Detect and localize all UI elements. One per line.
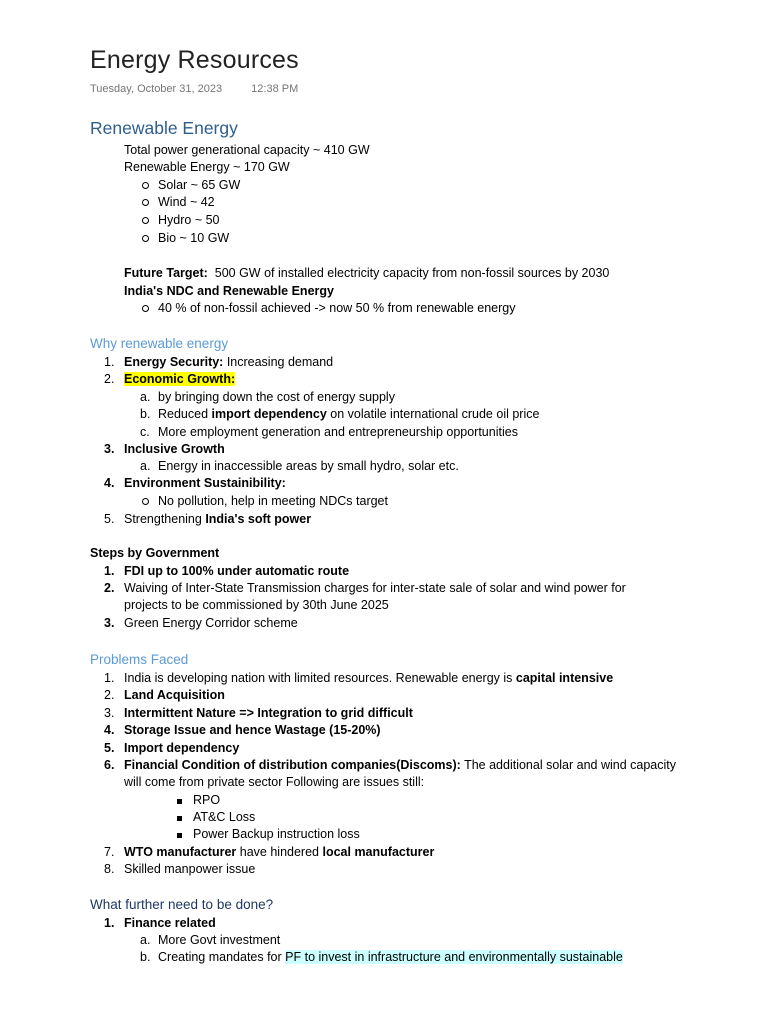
list-item: by bringing down the cost of energy supply (158, 390, 395, 404)
list-number: 3. (104, 442, 115, 456)
bullet-icon (142, 212, 149, 229)
list-number: 1. (104, 671, 115, 685)
list-item (124, 371, 235, 388)
list-item (124, 757, 676, 774)
list-item: FDI up to 100% under automatic route (124, 564, 350, 578)
list-item: RPO (193, 793, 221, 807)
square-bullet-icon (177, 792, 182, 809)
future-target-line (124, 265, 609, 282)
list-letter: c. (140, 425, 150, 439)
list-item: Bio ~ 10 GW (158, 231, 230, 245)
list-item-text: India is developing nation with limited resources. Renewable energy is (124, 671, 516, 685)
list-item: Storage Issue and hence Wastage (15-20%) (124, 723, 381, 737)
list-item: Import dependency (124, 741, 240, 755)
list-number: 5. (104, 741, 115, 755)
list-item-bold: import dependency (211, 407, 327, 421)
list-number: 1. (104, 916, 115, 930)
list-item-bold: local manufacturer (322, 845, 435, 859)
list-item-bold: India's soft power (205, 512, 312, 526)
list-item-continued: projects to be commissioned by 30th June 2025 (124, 598, 389, 612)
list-item (124, 511, 311, 528)
list-item (158, 949, 623, 966)
list-item: Wind ~ 42 (158, 195, 215, 209)
list-item: Finance related (124, 916, 216, 930)
list-letter: a. (140, 390, 151, 404)
bullet-icon (142, 493, 149, 510)
bullet-icon (142, 177, 149, 194)
list-number: 7. (104, 845, 115, 859)
page-meta (90, 83, 298, 95)
list-item: No pollution, help in meeting NDCs target (158, 494, 388, 508)
list-number: 3. (104, 706, 115, 720)
list-number: 4. (104, 476, 115, 490)
bullet-icon (142, 194, 149, 211)
list-item-bold: Energy Security: (124, 355, 224, 369)
page-time: 12:38 PM (251, 83, 299, 95)
list-item-text: Increasing demand (223, 355, 334, 369)
list-item-bold: Financial Condition of distribution companies(Discoms): (124, 758, 461, 772)
list-item: Hydro ~ 50 (158, 213, 220, 227)
page-date: Tuesday, October 31, 2023 (90, 83, 223, 95)
highlighted-text: Economic Growth: (124, 372, 236, 386)
bullet-icon (142, 300, 149, 317)
page-title: Energy Resources (90, 46, 299, 74)
section-heading-problems: Problems Faced (90, 652, 189, 667)
square-bullet-icon (177, 809, 182, 826)
list-number: 1. (104, 564, 115, 578)
list-item (158, 406, 539, 423)
future-target-label: Future Target: (124, 266, 208, 280)
list-letter: a. (140, 933, 151, 947)
renewable-line: Renewable Energy ~ 170 GW (124, 160, 290, 174)
list-item-text: have hindered (236, 845, 323, 859)
list-item-text: Reduced (158, 407, 212, 421)
list-item (124, 844, 434, 861)
list-item: Intermittent Nature => Integration to grid difficult (124, 706, 413, 720)
list-number: 5. (104, 512, 115, 526)
section-heading-steps: Steps by Government (90, 546, 220, 560)
list-item: Land Acquisition (124, 688, 225, 702)
square-bullet-icon (177, 826, 182, 843)
list-item: Waiving of Inter-State Transmission charges for inter-state sale of solar and wind power for (124, 581, 626, 595)
list-item-bold: capital intensive (515, 671, 614, 685)
list-item: Solar ~ 65 GW (158, 178, 241, 192)
section-heading-renewable: Renewable Energy (90, 118, 238, 138)
list-letter: a. (140, 459, 151, 473)
list-number: 1. (104, 355, 115, 369)
list-number: 4. (104, 723, 115, 737)
list-item: 40 % of non-fossil achieved -> now 50 % from renewable energy (158, 301, 516, 315)
list-item: Skilled manpower issue (124, 862, 256, 876)
capacity-line: Total power generational capacity ~ 410 GW (124, 143, 370, 157)
list-item: AT&C Loss (193, 810, 256, 824)
list-item (124, 670, 613, 687)
future-target-text: 500 GW of installed electricity capacity from non-fossil sources by 2030 (214, 266, 610, 280)
highlighted-text: PF to invest in infrastructure and environmentally sustainable (285, 950, 623, 964)
list-item-text: Strengthening (124, 512, 206, 526)
list-item-continued: will come from private sector Following are issues still: (124, 775, 425, 789)
list-number: 2. (104, 688, 115, 702)
section-heading-further: What further need to be done? (90, 897, 274, 912)
section-heading-why: Why renewable energy (90, 336, 229, 351)
ndc-heading: India's NDC and Renewable Energy (124, 284, 334, 298)
list-number: 2. (104, 372, 115, 386)
list-item-bold: WTO manufacturer (124, 845, 237, 859)
list-number: 3. (104, 616, 115, 630)
list-item: Energy in inaccessible areas by small hydro, solar etc. (158, 459, 459, 473)
list-item: Environment Sustainibility: (124, 476, 286, 490)
list-item-text: on volatile international crude oil price (326, 407, 540, 421)
list-item: More Govt investment (158, 933, 281, 947)
list-item: More employment generation and entrepreneurship opportunities (158, 425, 518, 439)
list-item: Inclusive Growth (124, 442, 225, 456)
list-number: 6. (104, 758, 115, 772)
list-item-text: The additional solar and wind capacity (460, 758, 677, 772)
list-number: 8. (104, 862, 115, 876)
list-letter: b. (140, 407, 151, 421)
list-item (124, 354, 333, 371)
list-number: 2. (104, 581, 115, 595)
list-item: Green Energy Corridor scheme (124, 616, 298, 630)
list-item: Power Backup instruction loss (193, 827, 360, 841)
list-item-text: Creating mandates for (158, 950, 286, 964)
list-letter: b. (140, 950, 151, 964)
bullet-icon (142, 230, 149, 247)
